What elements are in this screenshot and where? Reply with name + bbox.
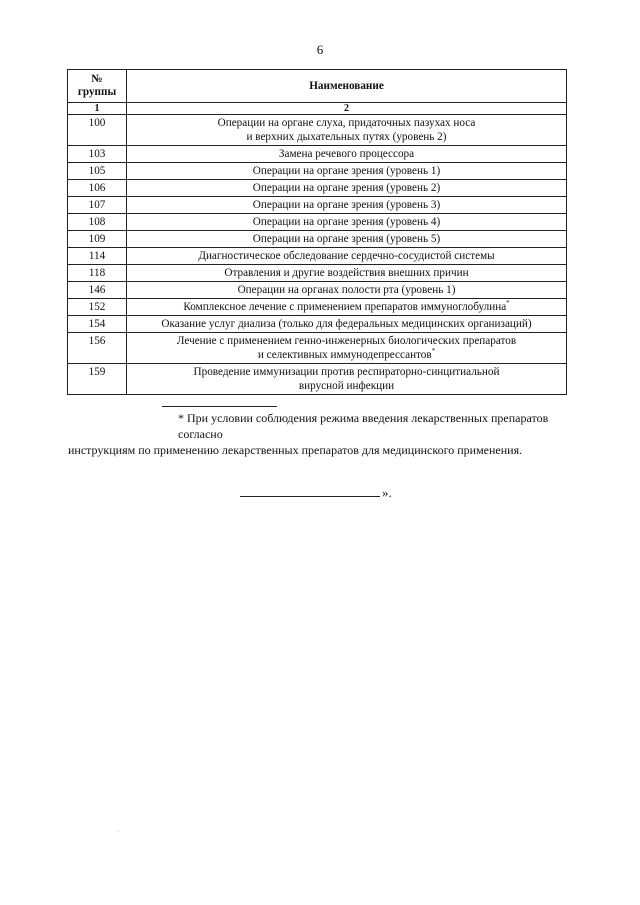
group-name-line: Комплексное лечение с применением препаратов иммуноглобулина	[183, 301, 507, 313]
group-name	[127, 231, 567, 248]
group-number: 114	[68, 248, 127, 265]
group-name	[127, 214, 567, 231]
footnote-line-1: * При условии соблюдения режима введения лекарственных препаратов согласно	[178, 411, 549, 441]
group-number: 105	[68, 163, 127, 180]
group-name-line: Лечение с применением генно-инженерных биологических препаратов	[176, 335, 517, 347]
group-name-line: Операции на органе зрения (уровень 3)	[252, 199, 441, 211]
group-number: 109	[68, 231, 127, 248]
group-name-line: Операции на органе зрения (уровень 2)	[252, 182, 441, 194]
group-name	[127, 333, 567, 364]
table-row	[68, 265, 567, 282]
closing-quote: ».	[382, 485, 392, 500]
group-name-line: Операции на органах полости рта (уровень 1)	[237, 284, 456, 296]
footnote-marker: *	[431, 347, 436, 355]
group-number: 154	[68, 316, 127, 333]
scan-mark: .	[118, 828, 120, 834]
group-number: 118	[68, 265, 127, 282]
table-row	[68, 163, 567, 180]
group-name-line: Операции на органе зрения (уровень 5)	[252, 233, 441, 245]
table-header-row	[68, 70, 567, 103]
table-row	[68, 231, 567, 248]
group-number: 146	[68, 282, 127, 299]
group-name	[127, 146, 567, 163]
table-row	[68, 333, 567, 364]
page-number: 6	[316, 42, 324, 57]
footnote	[68, 410, 568, 458]
group-number: 106	[68, 180, 127, 197]
group-number: 107	[68, 197, 127, 214]
table-row	[68, 115, 567, 146]
footnote-marker: *	[506, 299, 510, 307]
group-name-line: Замена речевого процессора	[278, 148, 415, 160]
index-col-2: 2	[127, 103, 567, 115]
group-number: 100	[68, 115, 127, 146]
header-group-number	[68, 70, 127, 103]
group-name	[127, 197, 567, 214]
group-number: 159	[68, 364, 127, 395]
header-num-line-2: группы	[77, 86, 117, 98]
footnote-line-2: инструкциям по применению лекарственных препаратов для медицинского применения.	[68, 443, 523, 457]
group-name-line: Операции на органе зрения (уровень 4)	[252, 216, 441, 228]
index-col-1: 1	[68, 103, 127, 115]
group-name	[127, 163, 567, 180]
group-number: 108	[68, 214, 127, 231]
group-name	[127, 180, 567, 197]
table-body	[68, 115, 567, 395]
table-row	[68, 180, 567, 197]
table-row	[68, 214, 567, 231]
group-name-line: Проведение иммунизации против респираторно-синцитиальной	[193, 366, 500, 378]
table-row	[68, 299, 567, 316]
table-row	[68, 248, 567, 265]
group-name	[127, 299, 567, 316]
group-number: 103	[68, 146, 127, 163]
group-name	[127, 316, 567, 333]
group-name-line: Операции на органе зрения (уровень 1)	[252, 165, 441, 177]
table-row	[68, 197, 567, 214]
group-name-line: Операции на органе слуха, придаточных пазухах носа	[217, 117, 476, 129]
group-name-line: Отравления и другие воздействия внешних причин	[224, 267, 469, 279]
group-number: 156	[68, 333, 127, 364]
header-name: Наименование	[127, 70, 567, 103]
group-name	[127, 115, 567, 146]
group-number: 152	[68, 299, 127, 316]
table-row	[68, 364, 567, 395]
table-index-row	[68, 103, 567, 115]
group-name-line: и верхних дыхательных путях (уровень 2)	[246, 131, 447, 143]
group-name	[127, 282, 567, 299]
group-name-line: вирусной инфекции	[298, 380, 395, 392]
group-name-line: и селективных иммунодепрессантов	[257, 349, 432, 361]
group-name	[127, 265, 567, 282]
table-row	[68, 282, 567, 299]
footnote-separator	[162, 406, 277, 407]
group-name	[127, 364, 567, 395]
table-row	[68, 316, 567, 333]
closing-line	[240, 484, 392, 501]
closing-underline	[240, 484, 380, 497]
group-name	[127, 248, 567, 265]
groups-table	[67, 69, 567, 395]
header-num-line-1: №	[91, 73, 103, 85]
group-name-line: Диагностическое обследование сердечно-сосудистой системы	[198, 250, 495, 262]
group-name-line: Оказание услуг диализа (только для федеральных медицинских организаций)	[161, 318, 532, 330]
table-row	[68, 146, 567, 163]
